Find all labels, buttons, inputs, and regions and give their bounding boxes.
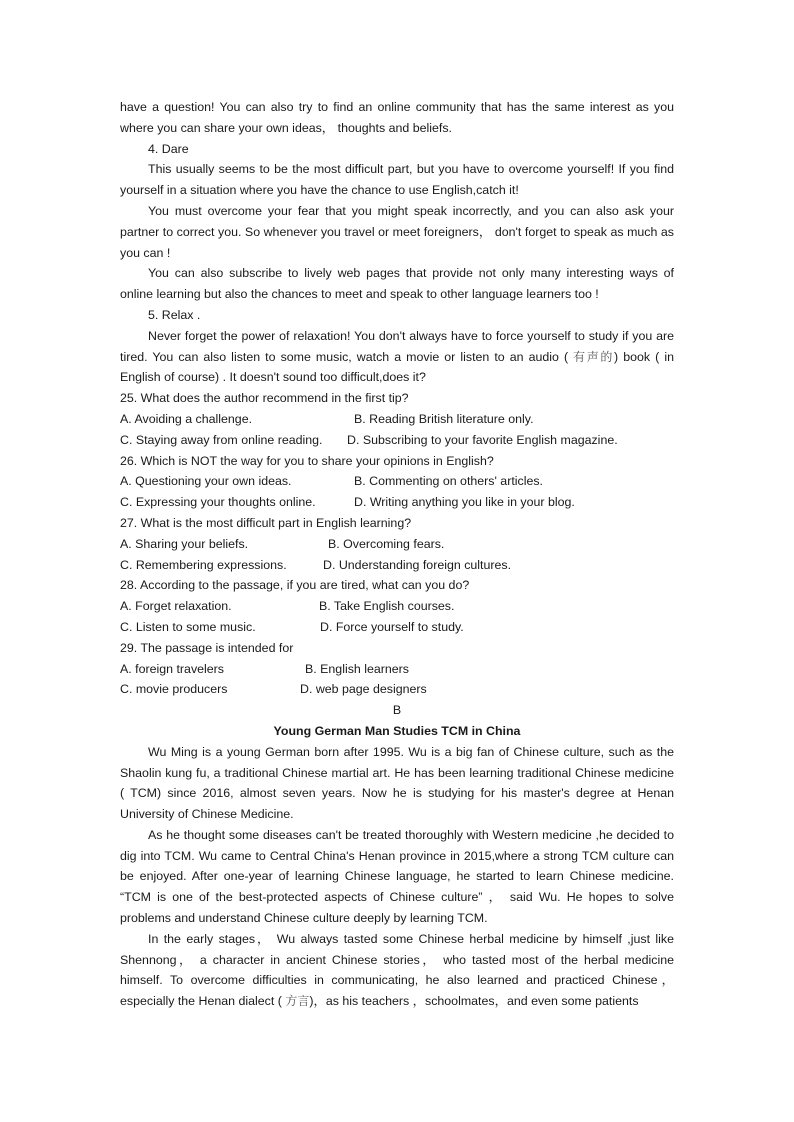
option-c: C. Staying away from online reading. [120, 432, 323, 447]
document-page [120, 97, 674, 1012]
question-27-options-row-2 [120, 555, 674, 576]
question-29-options-row-2 [120, 679, 674, 700]
question-27-stem: 27. What is the most difficult part in English learning? [120, 515, 412, 530]
question-25-options-row-1 [120, 409, 674, 430]
option-a: A. Sharing your beliefs. [120, 536, 249, 551]
option-a: A. Forget relaxation. [120, 599, 232, 614]
option-c: C. Listen to some music. [120, 619, 256, 634]
question-29-stem: 29. The passage is intended for [120, 640, 294, 655]
option-c: C. Remembering expressions. [120, 557, 287, 572]
question-28-options-row-1 [120, 596, 674, 617]
option-b: B. Reading British literature only. [354, 411, 534, 426]
option-b: B. Commenting on others' articles. [354, 474, 543, 489]
option-c: C. Expressing your thoughts online. [120, 495, 316, 510]
question-26-options-row-1 [120, 471, 674, 492]
text-span: In the early stages， Wu always tasted some Chinese herbal medicine by himself ,just like Shennong， a character in ancient Chinese stories， who tasted most of the herbal medicine himself. To overcome difficulties in communicating, he also learned and practiced Chinese，especially the Henan dialect ( [120, 931, 674, 1009]
section-label: B [392, 703, 402, 718]
option-c: C. movie producers [120, 682, 228, 697]
question-27-options-row-1 [120, 534, 674, 555]
question-29-options-row-1 [120, 659, 674, 680]
question-28-stem: 28. According to the passage, if you are tired, what can you do? [120, 578, 470, 593]
text-span: Never forget the power of relaxation! You don't always have to force yourself to study if you are tired. You can also listen to some music, watch a movie or listen to an audio ( [120, 328, 674, 364]
question-26-stem: 26. Which is NOT the way for you to share your opinions in English? [120, 453, 494, 468]
option-b: B. English learners [305, 661, 409, 676]
passage-b-paragraph-3 [120, 929, 674, 1012]
tip-4-paragraph-3: You can also subscribe to lively web pages that provide not only many interesting ways of online learning but also the chances to meet and speak to other language learners too ! [120, 266, 674, 302]
option-a: A. Avoiding a challenge. [120, 411, 253, 426]
tip-5-heading: 5. Relax . [148, 307, 201, 322]
tip-4-paragraph-1: This usually seems to be the most difficult part, but you have to overcome yourself! If you find yourself in a situation where you have the chance to use English,catch it! [120, 162, 674, 198]
question-28-options-row-2 [120, 617, 674, 638]
option-d: D. Writing anything you like in your blog. [354, 495, 575, 510]
option-d: D. Understanding foreign cultures. [323, 557, 512, 572]
tip-5-paragraph [120, 326, 674, 388]
question-26-options-row-2 [120, 492, 674, 513]
option-d: D. Subscribing to your favorite English magazine. [347, 432, 618, 447]
option-d: D. Force yourself to study. [320, 619, 464, 634]
chinese-gloss: 方言 [285, 994, 310, 1009]
passage-b-paragraph-2: As he thought some diseases can't be treated thoroughly with Western medicine ,he decided to dig into TCM. Wu came to Central China's Henan province in 2015,where a strong TCM culture can be enjoyed. After one-year of learning Chinese language, he started to learn Chinese medicine. “TCM is one of the best-protected aspects of Chinese culture” ， said Wu. He hopes to solve problems and understand Chinese culture deeply by learning TCM. [120, 827, 674, 926]
text-span: ) book ( in English of course) . It doesn't sound too difficult,does it? [120, 349, 674, 385]
option-d: D. web page designers [300, 682, 427, 697]
option-a: A. foreign travelers [120, 661, 224, 676]
chinese-gloss: 有声的 [573, 349, 615, 364]
question-25-options-row-2 [120, 430, 674, 451]
passage-b-paragraph-1: Wu Ming is a young German born after 1995. Wu is a big fan of Chinese culture, such as the Shaolin kung fu, a traditional Chinese martial art. He has been learning traditional Chinese medicine ( TCM) since 2016, almost seven years. Now he is studying for his master's degree at Henan University of Chinese Medicine. [120, 744, 674, 822]
text-span: )，as his teachers ，schoolmates，and even some patients [309, 994, 639, 1009]
option-b: B. Take English courses. [319, 599, 455, 614]
passage-title: Young German Man Studies TCM in China [273, 723, 521, 738]
tip-4-paragraph-2: You must overcome your fear that you might speak incorrectly, and you can also ask your partner to correct you. So whenever you travel or meet foreigners， don't forget to speak as much as you can ! [120, 203, 674, 260]
tip-4-heading: 4. Dare [148, 141, 189, 156]
question-25-stem: 25. What does the author recommend in the first tip? [120, 391, 409, 406]
option-b: B. Overcoming fears. [328, 536, 445, 551]
paragraph-continued: have a question! You can also try to find an online community that has the same interest as you where you can share your own ideas， thoughts and beliefs. [120, 100, 674, 135]
option-a: A. Questioning your own ideas. [120, 474, 292, 489]
